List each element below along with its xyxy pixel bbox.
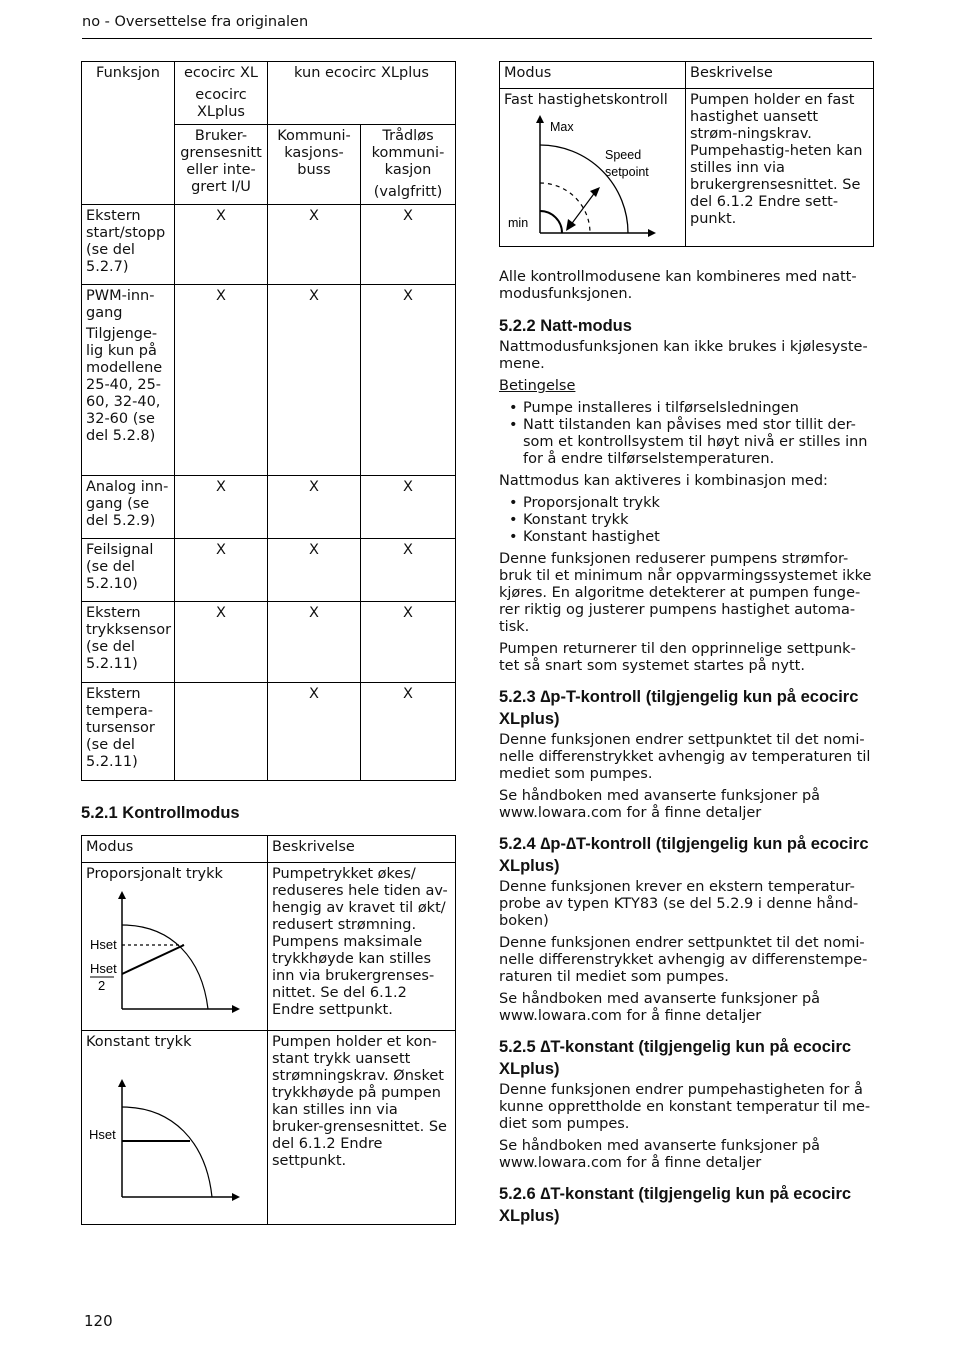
row-label-note: Tilgjenge-lig kun på modellene 25-40, 25-60, 32-40, 32-60 (se del 5.2.8) bbox=[86, 326, 163, 444]
header-ecocirc-xl-line2: ecocirc XLplus bbox=[195, 87, 247, 120]
x-arrow bbox=[232, 1193, 240, 1201]
paragraph: Nattmodusfunksjonen kan ikke brukes i kjølesyste-mene. bbox=[499, 339, 868, 372]
header-kun-xlplus: kun ecocirc XLplus bbox=[268, 62, 456, 125]
list-item: • Proporsjonalt trykk bbox=[523, 495, 873, 512]
row-label: PWM-inn-gang bbox=[86, 288, 155, 321]
row-label: Ekstern trykksensor (se del 5.2.11) bbox=[82, 602, 175, 683]
pump-curve bbox=[122, 1107, 212, 1197]
row-cell: X bbox=[268, 285, 361, 476]
row-cell: X bbox=[361, 602, 456, 683]
speed-setpoint-label: Speed bbox=[605, 148, 642, 162]
row-cell: X bbox=[268, 539, 361, 602]
row-cell: X bbox=[361, 285, 456, 476]
section-heading-5-2-2: 5.2.2 Natt-modus bbox=[499, 317, 632, 335]
y-arrow bbox=[118, 891, 126, 899]
row-cell: X bbox=[175, 539, 268, 602]
col-header-modus: Modus bbox=[82, 836, 268, 863]
y-arrow bbox=[118, 1079, 126, 1087]
header-brukergrensesnitt: Bruker-grensesnitt eller inte-grert I/U bbox=[175, 125, 268, 205]
max-label: Max bbox=[550, 120, 574, 134]
row-label: Ekstern tempera-tursensor (se del 5.2.11) bbox=[82, 683, 175, 781]
col-header-beskrivelse: Beskrivelse bbox=[686, 62, 874, 89]
speed-up-arrow bbox=[590, 187, 600, 197]
left-column bbox=[81, 61, 455, 1225]
hset-half-numerator: Hset bbox=[90, 961, 117, 976]
mode-list bbox=[499, 495, 873, 546]
row-cell bbox=[175, 683, 268, 781]
hset-label: Hset bbox=[89, 1127, 116, 1142]
row-cell: X bbox=[361, 476, 456, 539]
proportional-line bbox=[122, 945, 184, 974]
row-cell: X bbox=[361, 205, 456, 285]
row-label: Feilsignal (se del 5.2.10) bbox=[82, 539, 175, 602]
row-cell: X bbox=[175, 476, 268, 539]
row-cell: X bbox=[268, 476, 361, 539]
list-item: • Konstant hastighet bbox=[523, 529, 873, 546]
section-heading-5-2-3: 5.2.3 ∆p-T-kontroll (tilgjengelig kun på ecocirc XLplus) bbox=[499, 688, 859, 728]
header-ecocirc-xl-line1: ecocirc XL bbox=[183, 65, 258, 81]
paragraph: Se håndboken med avanserte funksjoner på www.lowara.com for å finne detaljer bbox=[499, 788, 821, 821]
mode-cell bbox=[500, 89, 686, 247]
constant-pressure-diagram bbox=[82, 1071, 262, 1221]
row-cell: X bbox=[268, 683, 361, 781]
col-header-beskrivelse: Beskrivelse bbox=[268, 836, 456, 863]
speed-adjust-line bbox=[570, 191, 596, 226]
mode-description: Pumpetrykket økes/ reduseres hele tiden av-hengig av kravet til økt/ redusert strømning. Pumpens maksimale trykkhøyde kan stilles inn via brukergrenses-nittet. Se del 6.1.2 Endre settpunkt. bbox=[268, 863, 456, 1031]
min-label: min bbox=[508, 216, 529, 230]
header-kommunikasjonsbuss: Kommuni-kasjons-buss bbox=[268, 125, 361, 205]
paragraph: Denne funksjonen endrer settpunktet til det nomi-nelle differenstrykket avhengig av temperaturen til mediet som pumpes. bbox=[499, 732, 871, 782]
row-label: Ekstern start/stopp (se del 5.2.7) bbox=[82, 205, 175, 285]
section-heading-5-2-4: 5.2.4 ∆p-∆T-kontroll (tilgjengelig kun på ecocirc XLplus) bbox=[499, 835, 869, 875]
condition-list bbox=[499, 400, 873, 468]
paragraph: Denne funksjonen reduserer pumpens strømfor-bruk til et minimum når oppvarmingssystemet ikke kjøres. En algoritme detekterer at pumpen funge-rer riktig og justerer pumpens hastighet automa-tisk. bbox=[499, 551, 872, 635]
paragraph: Nattmodus kan aktiveres i kombinasjon med: bbox=[499, 473, 828, 489]
mode-cell bbox=[82, 1031, 268, 1225]
speed-setpoint-label-2: setpoint bbox=[605, 165, 649, 179]
row-label: Analog inn-gang (se del 5.2.9) bbox=[82, 476, 175, 539]
header-funksjon: Funksjon bbox=[82, 62, 175, 205]
fixed-speed-diagram bbox=[500, 109, 680, 244]
row-label-group bbox=[82, 285, 175, 476]
paragraph: Denne funksjonen krever en ekstern temperatur-probe av typen KTY83 (se del 5.2.9 i denne hånd-boken) bbox=[499, 879, 859, 929]
row-cell: X bbox=[268, 602, 361, 683]
row-cell: X bbox=[361, 683, 456, 781]
mode-description: Pumpen holder et kon-stant trykk uansett strømningskrav. Ønsket trykkhøyde på pumpen kan stilles inn via bruker-grensesnittet. Se del 6.1.2 Endre settpunkt. bbox=[268, 1031, 456, 1225]
hset-label: Hset bbox=[90, 937, 117, 952]
table-row bbox=[82, 683, 456, 781]
header-divider bbox=[82, 38, 872, 39]
section-heading-5-2-5: 5.2.5 ∆T-konstant (tilgjengelig kun på ecocirc XLplus) bbox=[499, 1038, 852, 1078]
header-tradlos-label: Trådløs kommuni-kasjon bbox=[371, 128, 445, 178]
paragraph: Denne funksjonen endrer settpunktet til det nomi-nelle differenstrykket avhengig av differenstempe-raturen til mediet som pumpes. bbox=[499, 935, 868, 985]
page-number: 120 bbox=[84, 1312, 113, 1330]
function-table bbox=[81, 61, 456, 781]
table-row bbox=[82, 1031, 456, 1225]
y-arrow bbox=[536, 115, 544, 123]
table-row bbox=[82, 476, 456, 539]
mode-name: Proporsjonalt trykk bbox=[86, 866, 223, 882]
row-cell: X bbox=[175, 205, 268, 285]
control-mode-table bbox=[81, 835, 456, 1225]
row-cell: X bbox=[268, 205, 361, 285]
header-tradlos bbox=[361, 125, 456, 205]
table-row bbox=[82, 539, 456, 602]
list-item: • Konstant trykk bbox=[523, 512, 873, 529]
mode-name: Konstant trykk bbox=[86, 1034, 192, 1050]
row-cell: X bbox=[361, 539, 456, 602]
table-row bbox=[82, 602, 456, 683]
table-row bbox=[500, 89, 874, 247]
row-cell: X bbox=[175, 602, 268, 683]
col-header-modus: Modus bbox=[500, 62, 686, 89]
setpoint-curve bbox=[540, 183, 590, 233]
paragraph: Pumpen returnerer til den opprinnelige settpunk-tet så snart som systemet startes på nytt. bbox=[499, 641, 856, 674]
section-heading-5-2-1: 5.2.1 Kontrollmodus bbox=[81, 804, 240, 822]
row-cell: X bbox=[175, 285, 268, 476]
paragraph: Denne funksjonen endrer pumpehastigheten for å kunne opprettholde en konstant temperatur til me-diet som pumpes. bbox=[499, 1082, 871, 1132]
paragraph: Se håndboken med avanserte funksjoner på www.lowara.com for å finne detaljer bbox=[499, 991, 821, 1024]
min-speed-curve bbox=[540, 211, 562, 233]
proportional-pressure-diagram bbox=[82, 889, 262, 1029]
page-header: no - Oversettelse fra originalen bbox=[82, 14, 309, 30]
paragraph: Se håndboken med avanserte funksjoner på www.lowara.com for å finne detaljer bbox=[499, 1138, 821, 1171]
mode-cell bbox=[82, 863, 268, 1031]
table-row bbox=[82, 285, 456, 476]
betingelse-label: Betingelse bbox=[499, 378, 576, 394]
x-arrow bbox=[232, 1005, 240, 1013]
list-item: • Natt tilstanden kan påvises med stor tillit der-som et kontrollsystem til høyt nivå er stilles inn for å endre tilførselstemperaturen. bbox=[523, 417, 873, 468]
header-valgfritt: (valgfritt) bbox=[373, 184, 443, 200]
table-row bbox=[82, 863, 456, 1031]
mode-name: Fast hastighetskontroll bbox=[504, 92, 668, 108]
x-arrow bbox=[648, 229, 656, 237]
list-item: • Pumpe installeres i tilførselsledningen bbox=[523, 400, 873, 417]
section-heading-5-2-6: 5.2.6 ∆T-konstant (tilgjengelig kun på ecocirc XLplus) bbox=[499, 1185, 852, 1225]
hset-half-denominator: 2 bbox=[98, 978, 106, 993]
right-column bbox=[499, 61, 873, 1227]
header-ecocirc-xl bbox=[175, 62, 268, 125]
paragraph: Alle kontrollmodusene kan kombineres med natt-modusfunksjonen. bbox=[499, 269, 857, 302]
speed-control-table bbox=[499, 61, 874, 247]
mode-description: Pumpen holder en fast hastighet uansett strøm-ningskrav. Pumpehastig-heten kan stilles inn via brukergrensesnittet. Se del 6.1.2 Endre sett-punkt. bbox=[686, 89, 874, 247]
table-row bbox=[82, 205, 456, 285]
